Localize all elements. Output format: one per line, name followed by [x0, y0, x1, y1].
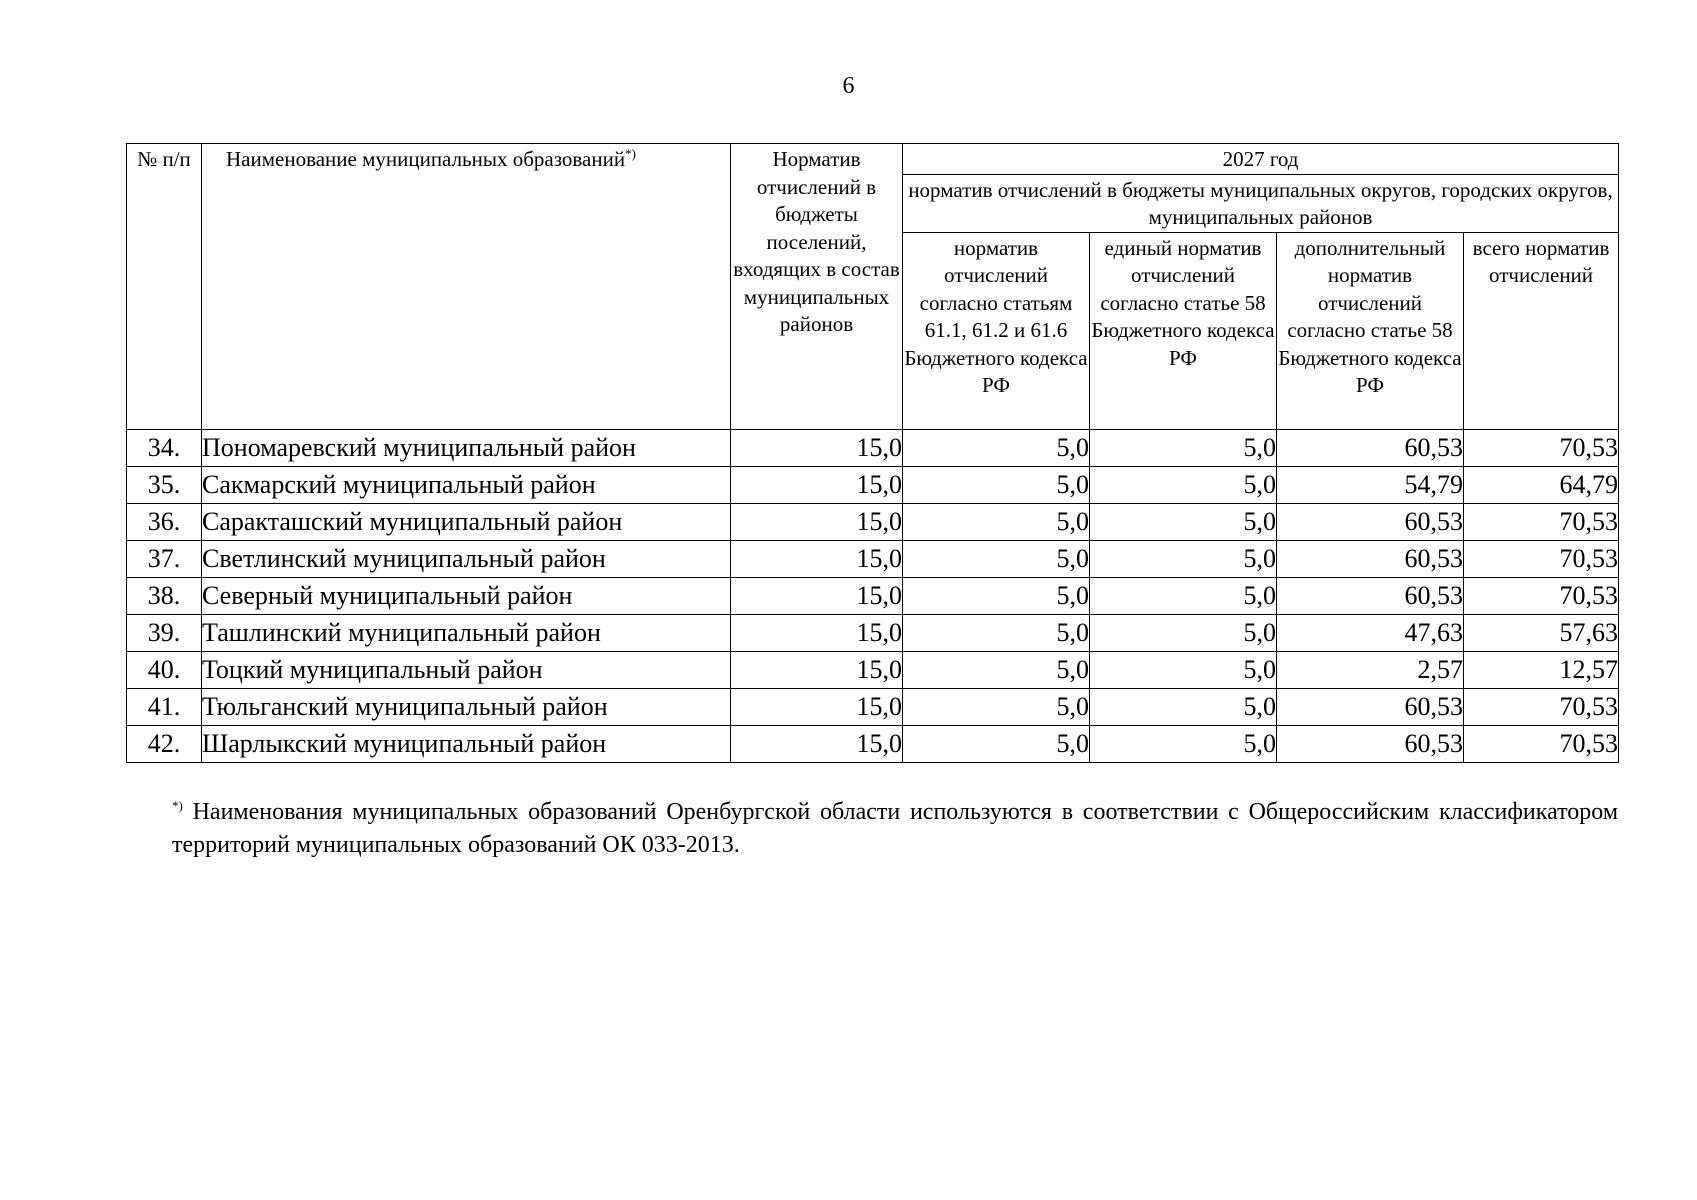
row-articles-norm: 5,0	[903, 466, 1090, 503]
row-articles-norm: 5,0	[903, 651, 1090, 688]
row-name: Шарлыкский муниципальный район	[202, 725, 731, 762]
page-number: 6	[842, 73, 855, 99]
row-total-norm: 70,53	[1464, 429, 1619, 466]
row-single-norm: 5,0	[1090, 429, 1277, 466]
row-single-norm: 5,0	[1090, 577, 1277, 614]
footnote-text: Наименования муниципальных образований Оренбургской области используются в соответствии с Общероссийским классификатором территорий муниципальных образований ОК 033-2013.	[172, 799, 1618, 858]
footnote-mark: *)	[172, 798, 183, 813]
header-name-mark: *)	[625, 146, 636, 161]
row-single-norm: 5,0	[1090, 725, 1277, 762]
row-articles-norm: 5,0	[903, 577, 1090, 614]
table-row	[127, 540, 1619, 577]
row-articles-norm: 5,0	[903, 725, 1090, 762]
norms-table	[126, 143, 1619, 763]
row-additional-norm: 60,53	[1277, 540, 1464, 577]
row-single-norm: 5,0	[1090, 688, 1277, 725]
header-sub-articles: норматив отчислений согласно статьям 61.1, 61.2 и 61.6 Бюджетного кодекса РФ	[903, 232, 1090, 429]
table-row	[127, 725, 1619, 762]
row-total-norm: 57,63	[1464, 614, 1619, 651]
header-year: 2027 год	[903, 144, 1619, 175]
table-row	[127, 429, 1619, 466]
row-num: 39.	[127, 614, 202, 651]
row-total-norm: 70,53	[1464, 725, 1619, 762]
row-name: Тюльганский муниципальный район	[202, 688, 731, 725]
row-articles-norm: 5,0	[903, 614, 1090, 651]
header-group: норматив отчислений в бюджеты муниципальных округов, городских округов, муниципальных районов	[903, 174, 1619, 232]
row-num: 35.	[127, 466, 202, 503]
row-articles-norm: 5,0	[903, 503, 1090, 540]
row-num: 36.	[127, 503, 202, 540]
row-single-norm: 5,0	[1090, 651, 1277, 688]
header-sub-additional: дополнительный норматив отчислений согласно статье 58 Бюджетного кодекса РФ	[1277, 232, 1464, 429]
row-single-norm: 5,0	[1090, 503, 1277, 540]
row-articles-norm: 5,0	[903, 429, 1090, 466]
row-settlements-norm: 15,0	[731, 688, 903, 725]
row-total-norm: 70,53	[1464, 688, 1619, 725]
row-settlements-norm: 15,0	[731, 503, 903, 540]
row-name: Саракташский муниципальный район	[202, 503, 731, 540]
row-settlements-norm: 15,0	[731, 466, 903, 503]
row-single-norm: 5,0	[1090, 466, 1277, 503]
row-total-norm: 70,53	[1464, 503, 1619, 540]
row-name: Северный муниципальный район	[202, 577, 731, 614]
table-row	[127, 651, 1619, 688]
row-settlements-norm: 15,0	[731, 429, 903, 466]
row-num: 40.	[127, 651, 202, 688]
table-row	[127, 688, 1619, 725]
row-additional-norm: 60,53	[1277, 503, 1464, 540]
row-settlements-norm: 15,0	[731, 540, 903, 577]
row-settlements-norm: 15,0	[731, 725, 903, 762]
row-additional-norm: 54,79	[1277, 466, 1464, 503]
row-num: 42.	[127, 725, 202, 762]
row-settlements-norm: 15,0	[731, 577, 903, 614]
header-name	[202, 144, 731, 430]
row-name: Пономаревский муниципальный район	[202, 429, 731, 466]
row-num: 37.	[127, 540, 202, 577]
header-settlements-norm: Норматив отчислений в бюджеты поселений, входящих в состав муниципальных районов	[731, 144, 903, 430]
row-total-norm: 70,53	[1464, 577, 1619, 614]
row-name: Сакмарский муниципальный район	[202, 466, 731, 503]
row-name: Тоцкий муниципальный район	[202, 651, 731, 688]
row-num: 38.	[127, 577, 202, 614]
row-single-norm: 5,0	[1090, 614, 1277, 651]
row-additional-norm: 60,53	[1277, 429, 1464, 466]
table-row	[127, 503, 1619, 540]
table-row	[127, 577, 1619, 614]
row-additional-norm: 60,53	[1277, 577, 1464, 614]
row-single-norm: 5,0	[1090, 540, 1277, 577]
row-additional-norm: 2,57	[1277, 651, 1464, 688]
header-name-label: Наименование муниципальных образований	[226, 147, 626, 171]
table-body	[127, 429, 1619, 762]
row-num: 34.	[127, 429, 202, 466]
row-total-norm: 70,53	[1464, 540, 1619, 577]
row-name: Ташлинский муниципальный район	[202, 614, 731, 651]
row-articles-norm: 5,0	[903, 688, 1090, 725]
row-settlements-norm: 15,0	[731, 614, 903, 651]
row-additional-norm: 60,53	[1277, 688, 1464, 725]
row-settlements-norm: 15,0	[731, 651, 903, 688]
row-total-norm: 64,79	[1464, 466, 1619, 503]
row-num: 41.	[127, 688, 202, 725]
table-row	[127, 614, 1619, 651]
row-additional-norm: 60,53	[1277, 725, 1464, 762]
row-total-norm: 12,57	[1464, 651, 1619, 688]
table-header	[127, 144, 1619, 430]
header-sub-single: единый норматив отчислений согласно статье 58 Бюджетного кодекса РФ	[1090, 232, 1277, 429]
row-articles-norm: 5,0	[903, 540, 1090, 577]
row-additional-norm: 47,63	[1277, 614, 1464, 651]
header-sub-total: всего норматив отчислений	[1464, 232, 1619, 429]
table-row	[127, 466, 1619, 503]
row-name: Светлинский муниципальный район	[202, 540, 731, 577]
footnote	[172, 796, 1618, 862]
header-num: № п/п	[127, 144, 202, 430]
